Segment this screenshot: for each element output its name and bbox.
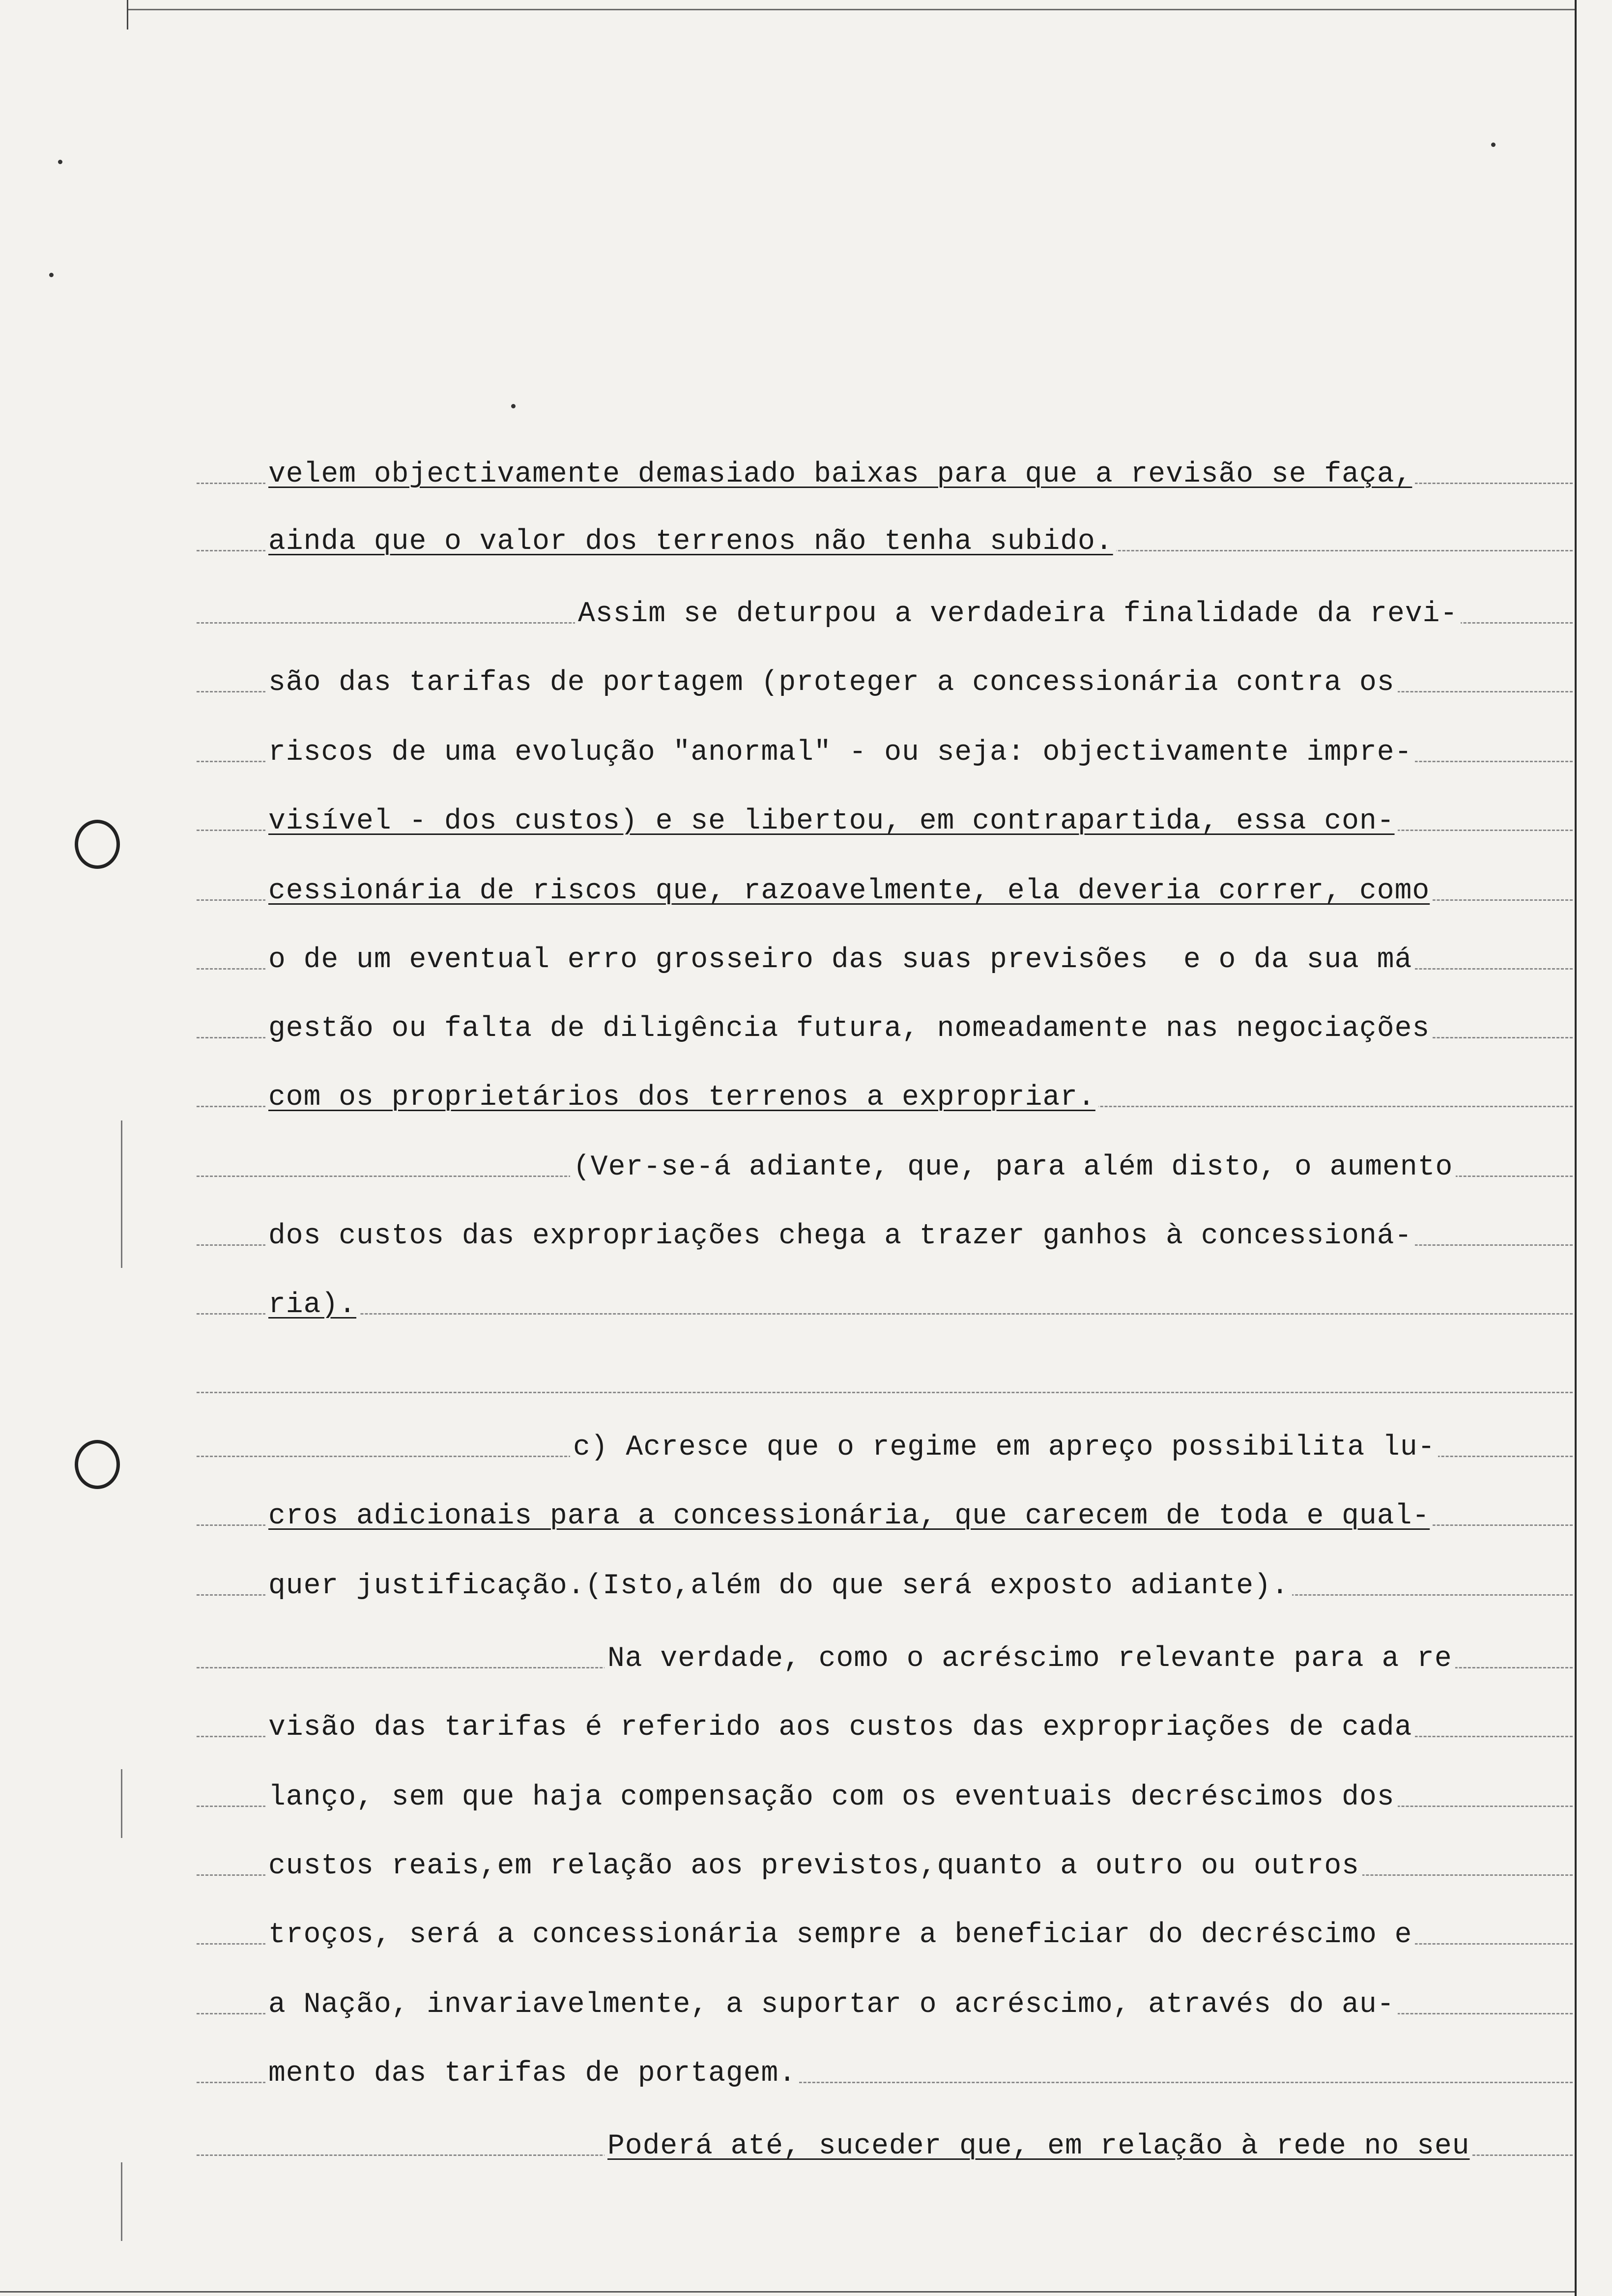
text-line: cessionária de riscos que, razoavelmente, ela deveria correr, como [197,869,1573,914]
paper-speck [511,404,516,408]
text-line: cros adicionais para a concessionária, que carecem de toda e qual- [197,1494,1573,1539]
bottom-border-rule [0,2291,1575,2293]
text-line: riscos de uma evolução "anormal" - ou seja: objectivamente impre- [197,730,1573,775]
text-line: quer justificação.(Isto,além do que será exposto adiante). [197,1564,1573,1609]
text-line: ainda que o valor dos terrenos não tenha subido. [197,519,1573,565]
text-line: velem objectivamente demasiado baixas para que a revisão se faça, [197,452,1573,497]
margin-mark [121,1769,122,1838]
paper-speck [1491,143,1496,147]
top-border-rule [127,9,1577,10]
text-line: ria). [197,1283,1573,1328]
text-line: c) Acresce que o regime em apreço possibilita lu- [197,1425,1573,1470]
text-line: lanço, sem que haja compensação com os eventuais decréscimos dos [197,1775,1573,1820]
text-line: visível - dos custos) e se libertou, em contrapartida, essa con- [197,799,1573,844]
binder-hole-icon [75,820,120,869]
text-line: a Nação, invariavelmente, a suportar o acréscimo, através do au- [197,1982,1573,2028]
text-line: dos custos das expropriações chega a trazer ganhos à concessioná- [197,1214,1573,1259]
text-line: são das tarifas de portagem (proteger a concessionária contra os [197,660,1573,706]
margin-mark [121,1120,122,1268]
left-border-rule [127,0,128,29]
text-line: troços, será a concessionária sempre a beneficiar do decréscimo e [197,1913,1573,1958]
margin-mark [121,2162,122,2241]
paper-speck [58,160,62,164]
text-line: mento das tarifas de portagem. [197,2051,1573,2096]
text-line: com os proprietários dos terrenos a expropriar. [197,1075,1573,1120]
blank-ruled-line [197,1361,1573,1406]
right-border-rule [1575,0,1577,2296]
binder-hole-icon [75,1440,120,1489]
text-line: (Ver-se-á adiante, que, para além disto, o aumento [197,1145,1573,1190]
text-line: Poderá até, suceder que, em relação à rede no seu [197,2124,1573,2169]
text-line: o de um eventual erro grosseiro das suas previsões e o da sua má [197,938,1573,983]
text-line: visão das tarifas é referido aos custos das expropriações de cada [197,1705,1573,1751]
paper-speck [49,273,54,277]
text-line: custos reais,em relação aos previstos,quanto a outro ou outros [197,1844,1573,1889]
text-line: Assim se deturpou a verdadeira finalidade da revi- [197,592,1573,637]
text-line: Na verdade, como o acréscimo relevante para a re [197,1636,1573,1682]
text-line: gestão ou falta de diligência futura, nomeadamente nas negociações [197,1006,1573,1052]
